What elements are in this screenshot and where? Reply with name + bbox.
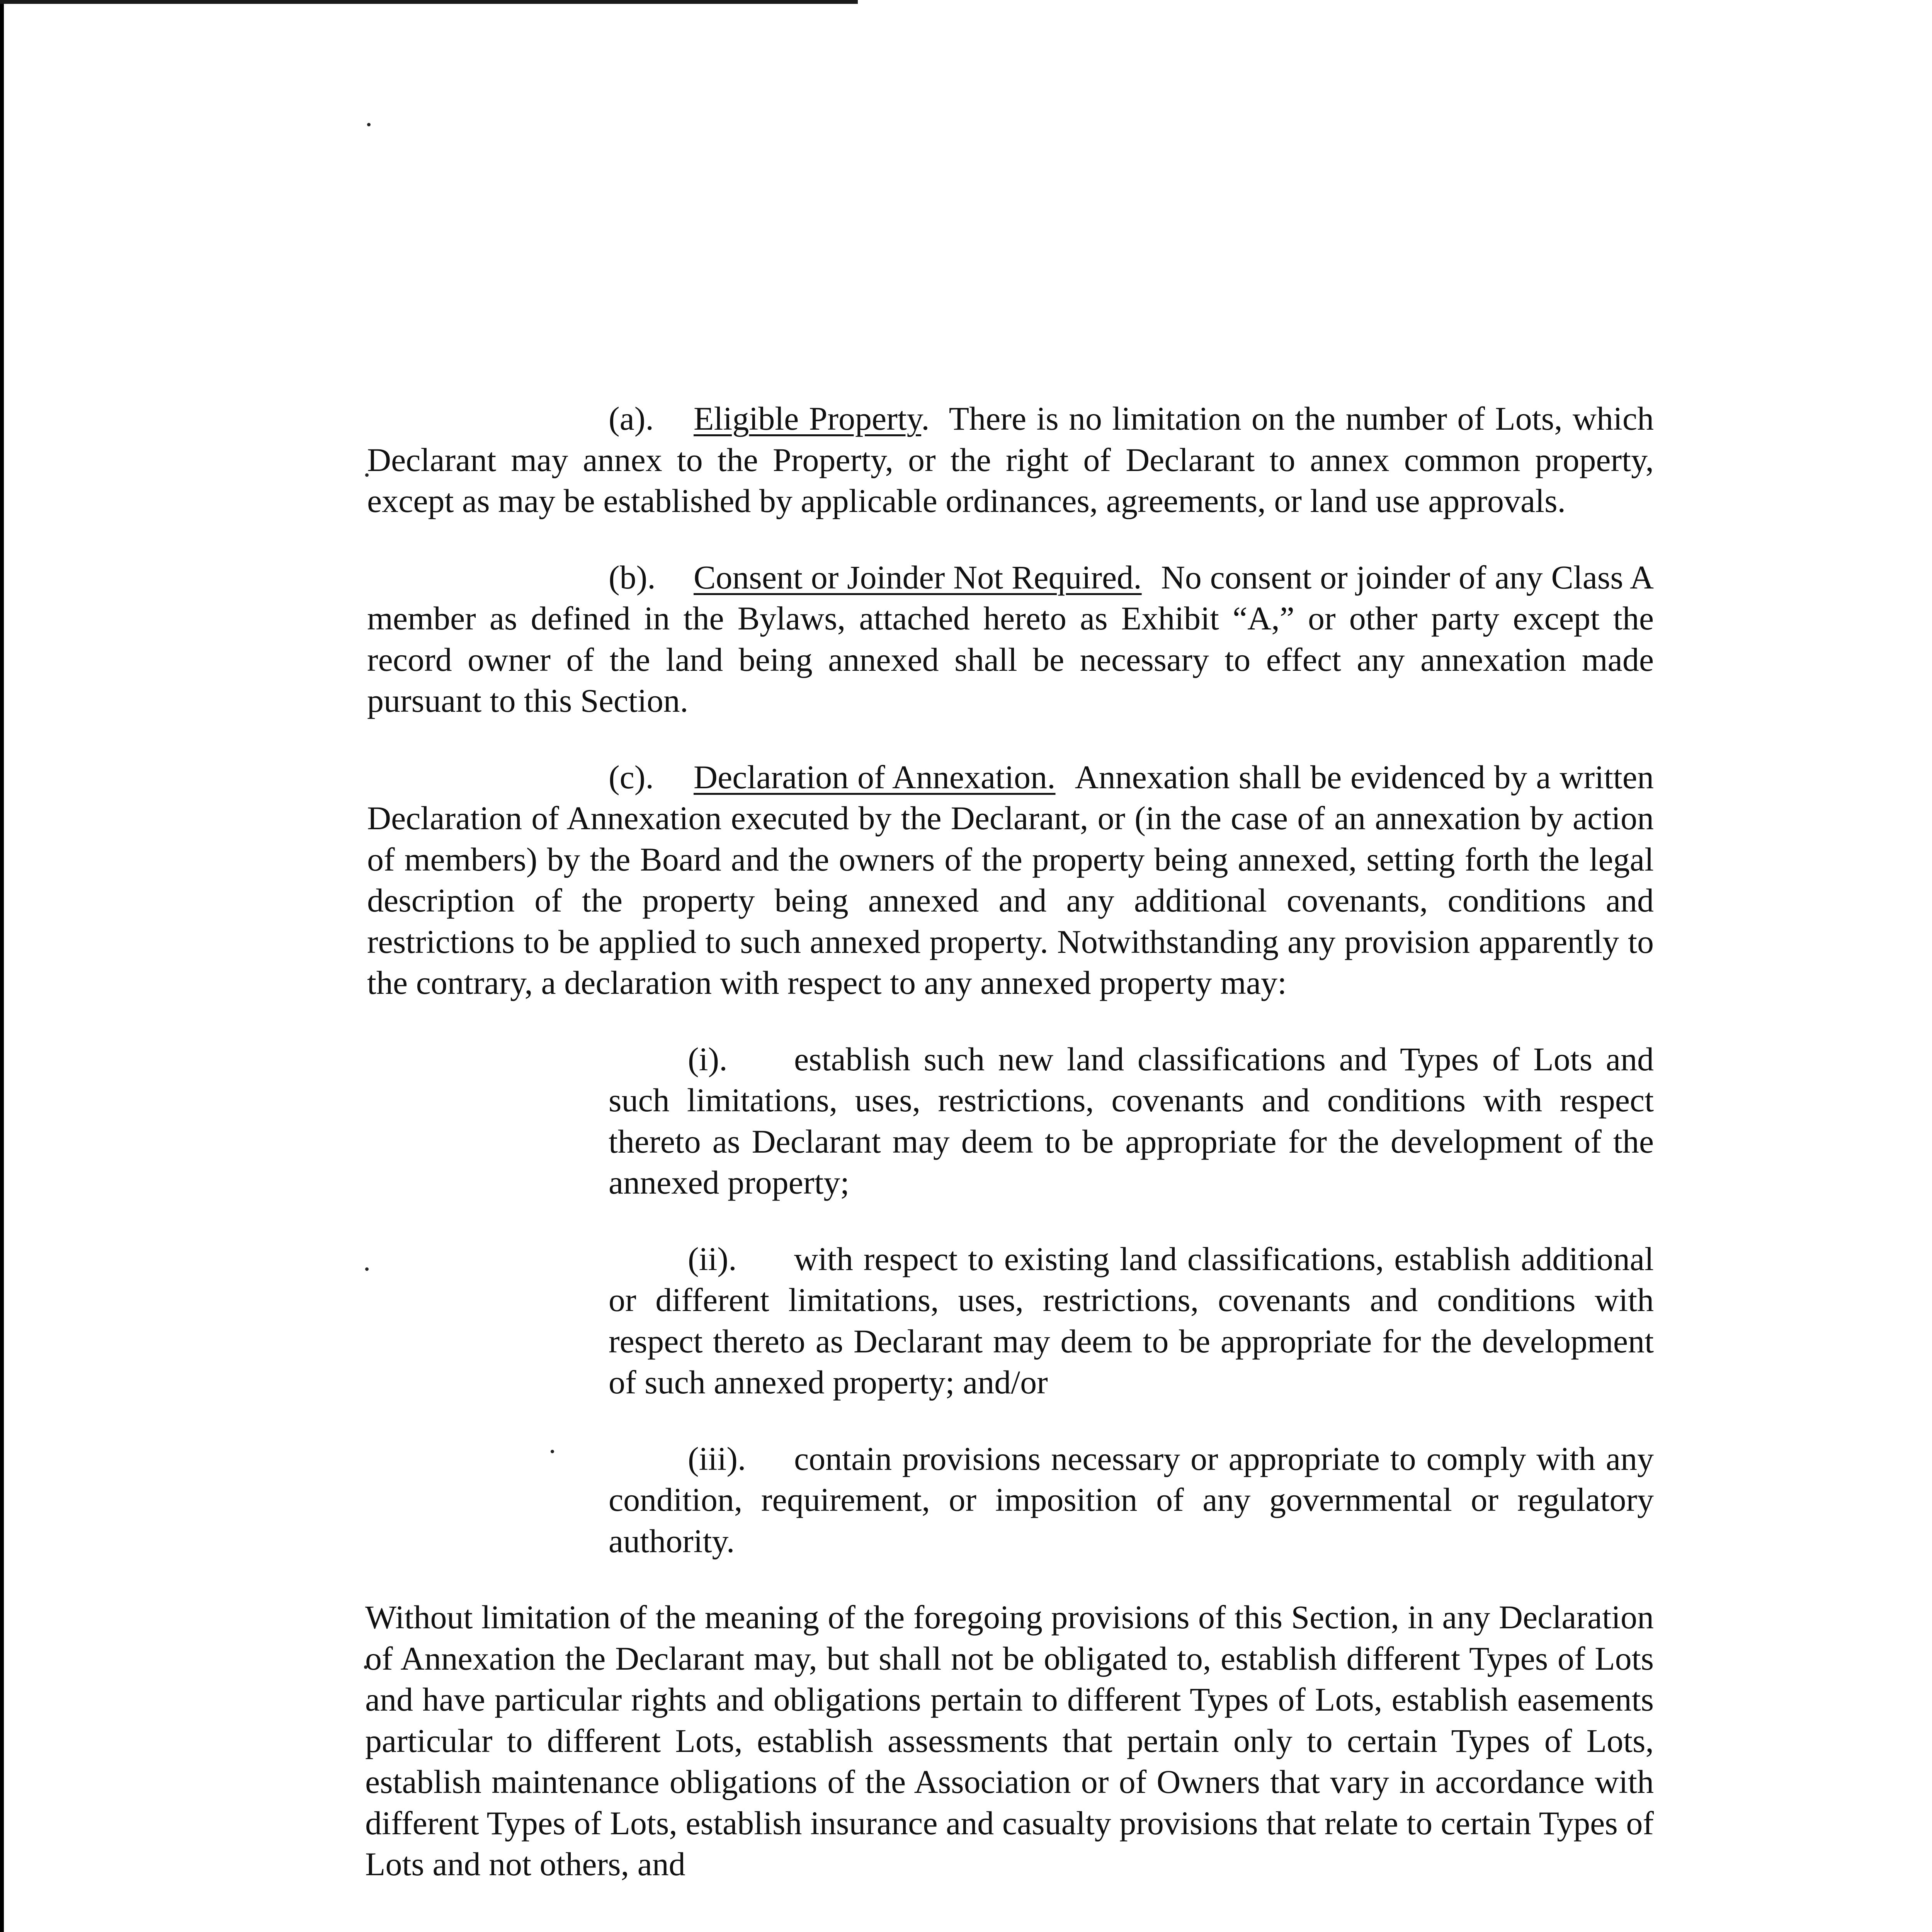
paragraph-text: There is no limitation on the number of Lots, which Declarant may annex to the Property, or the right of Declarant to annex common property, except as may be established by applicable ordinances, agreements, or land use approvals. bbox=[367, 400, 1654, 519]
subparagraph-number: (i). bbox=[688, 1040, 728, 1078]
paragraph-c bbox=[367, 757, 1654, 1003]
paragraph-number: (c). bbox=[609, 758, 654, 796]
paragraph-a bbox=[367, 398, 1654, 522]
paragraph-number: (a). bbox=[609, 400, 654, 437]
closing-paragraph: Without limitation of the meaning of the foregoing provisions of this Section, in any Declaration of Annexation the Declarant may, but shall not be obligated to, establish different Types of Lots and have particular rights and obligations pertain to different Types of Lots, establish easements particular to different Lots, establish assessments that pertain only to certain Types of Lots, establish maintenance obligations of the Association or of Owners that vary in accordance with different Types of Lots, establish insurance and casualty provisions that relate to certain Types of Lots and not others, and bbox=[365, 1599, 1654, 1883]
paragraph-heading: Declaration of Annexation. bbox=[694, 758, 1056, 796]
scan-border-top bbox=[0, 0, 858, 4]
paragraph-text: No consent or joinder of any Class A member as defined in the Bylaws, attached hereto as Exhibit “A,” or other party except the record owner of the land being annexed shall be necessary to effect any annexation made pursuant to this Section. bbox=[367, 558, 1654, 719]
subparagraph-iii bbox=[609, 1438, 1654, 1562]
paragraph-b bbox=[367, 557, 1654, 721]
subparagraph-text: with respect to existing land classifications, establish additional or different limitations, uses, restrictions, covenants and conditions with respect thereto as Declarant may deem to be appropriate for the development of such annexed property; and/or bbox=[609, 1240, 1654, 1401]
document-body bbox=[367, 398, 1654, 1885]
subparagraph-text: establish such new land classifications and Types of Lots and such limitations, uses, restrictions, covenants and conditions with respect thereto as Declarant may deem to be appropriate for the development of the annexed property; bbox=[609, 1040, 1654, 1201]
heading-punctuation: . bbox=[921, 400, 930, 437]
scan-border-left bbox=[0, 0, 4, 1932]
subparagraph-text: contain provisions necessary or appropriate to comply with any condition, requirement, or imposition of any governmental or regulatory authority. bbox=[609, 1440, 1654, 1560]
subparagraph-number: (ii). bbox=[688, 1240, 737, 1277]
subparagraph-ii bbox=[609, 1238, 1654, 1403]
paragraph-text: Annexation shall be evidenced by a written Declaration of Annexation executed by the Declarant, or (in the case of an annexation by action of members) by the Board and the owners of the property being annexed, setting forth the legal description of the property being annexed and any additional covenants, conditions and restrictions to be applied to such annexed property. Notwithstanding any provision apparently to the contrary, a declaration with respect to any annexed property may: bbox=[367, 758, 1654, 1001]
paragraph-heading: Eligible Property bbox=[694, 400, 922, 437]
paragraph-number: (b). bbox=[609, 558, 656, 596]
scan-speck bbox=[367, 123, 371, 126]
paragraph-heading: Consent or Joinder Not Required. bbox=[694, 558, 1142, 596]
subparagraph-i bbox=[609, 1039, 1654, 1203]
subparagraph-number: (iii). bbox=[688, 1440, 746, 1477]
